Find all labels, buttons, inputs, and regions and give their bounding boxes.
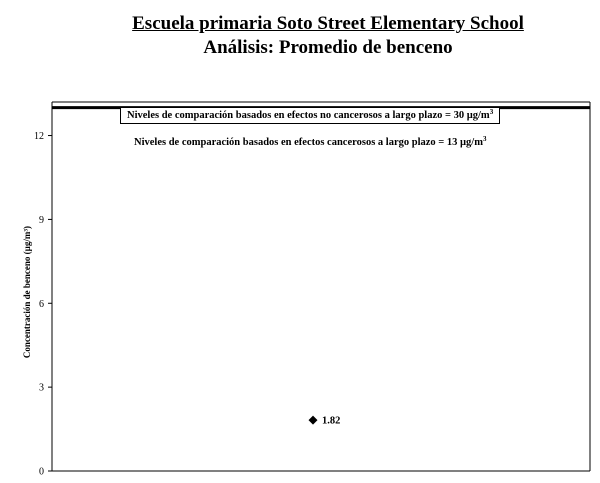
noncancer-reference-unit-sup: 3 bbox=[489, 108, 494, 116]
cancer-reference-text: Niveles de comparación basados en efectos cancerosos a largo plazo = 13 µg/m bbox=[134, 137, 483, 148]
y-axis-title: Concentración de benceno (µg/m³) bbox=[22, 225, 32, 359]
y-tick-label-3: 9 bbox=[39, 214, 44, 226]
y-tick-label-2: 6 bbox=[39, 298, 44, 310]
cancer-reference-unit-sup: 3 bbox=[482, 135, 487, 143]
y-tick-label-0: 0 bbox=[39, 466, 44, 478]
chart-title: Escuela primaria Soto Street Elementary School bbox=[132, 13, 524, 34]
chart-subtitle: Análisis: Promedio de benceno bbox=[203, 37, 453, 58]
noncancer-reference-text: Niveles de comparación basados en efectos no cancerosos a largo plazo = 30 µg/m bbox=[127, 110, 490, 121]
data-label-0: 1.82 bbox=[322, 415, 341, 427]
data-point-0 bbox=[309, 416, 318, 425]
y-tick-label-4: 12 bbox=[34, 131, 44, 143]
cancer-reference-label bbox=[134, 137, 486, 148]
noncancer-reference-label bbox=[120, 107, 500, 124]
y-tick-label-1: 3 bbox=[39, 382, 44, 394]
